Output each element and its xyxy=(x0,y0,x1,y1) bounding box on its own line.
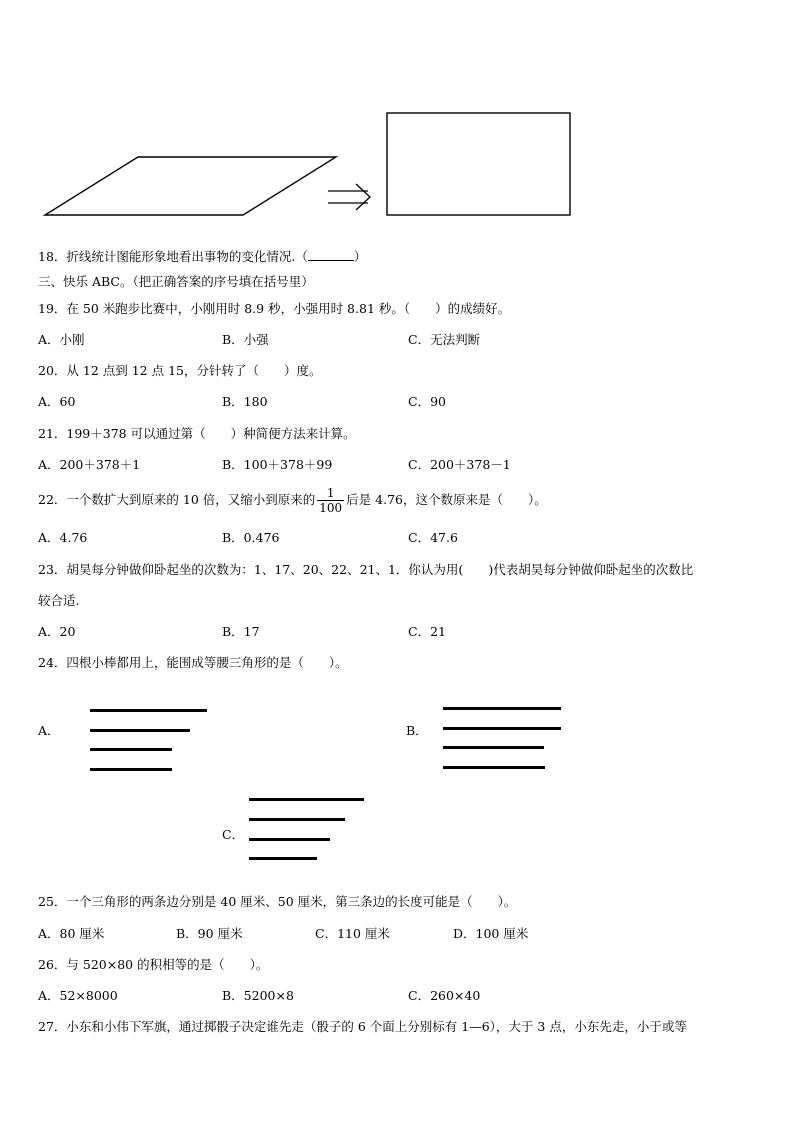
fraction-numerator: 1 xyxy=(326,486,335,500)
parallelogram-to-rectangle-figure xyxy=(0,0,794,230)
option-c[interactable]: C．21 xyxy=(408,624,446,639)
option-b[interactable]: B．90 厘米 xyxy=(176,926,243,941)
rectangle-shape xyxy=(387,113,570,215)
stick xyxy=(443,707,561,710)
option-b[interactable]: B．5200×8 xyxy=(222,988,294,1003)
option-a[interactable]: A．52×8000 xyxy=(38,988,118,1003)
option-c[interactable]: C．47.6 xyxy=(408,530,458,545)
question-22 xyxy=(38,483,547,517)
stick xyxy=(443,766,545,769)
option-c[interactable]: C．260×40 xyxy=(408,988,481,1003)
fraction-denominator: 100 xyxy=(319,501,343,515)
option-a-label[interactable]: A． xyxy=(38,723,60,738)
stick xyxy=(443,746,544,749)
parallelogram-shape xyxy=(45,157,336,215)
question-22-text-after: 后是 4.76，这个数原来是（ ）。 xyxy=(346,492,547,507)
stick xyxy=(249,838,330,841)
stick xyxy=(90,709,207,712)
fraction-one-hundredth xyxy=(317,486,344,515)
option-a[interactable]: A．80 厘米 xyxy=(38,926,105,941)
question-24: 24．四根小棒都用上，能围成等腰三角形的是（ ）。 xyxy=(38,655,348,670)
question-18-end: ） xyxy=(353,249,367,264)
option-b[interactable]: B．17 xyxy=(222,624,260,639)
question-21: 21．199＋378 可以通过第（ ）种简便方法来计算。 xyxy=(38,426,356,441)
option-a[interactable]: A．小刚 xyxy=(38,332,85,347)
question-26: 26．与 520×80 的积相等的是（ ）。 xyxy=(38,957,269,972)
answer-blank[interactable] xyxy=(308,248,354,261)
stick xyxy=(249,798,364,801)
question-23-line-2: 较合适. xyxy=(38,593,80,608)
question-18 xyxy=(38,248,366,266)
stick xyxy=(249,857,317,860)
double-arrow-icon xyxy=(328,184,370,210)
option-a[interactable]: A．200＋378＋1 xyxy=(38,457,141,472)
option-a[interactable]: A．20 xyxy=(38,624,76,639)
option-c[interactable]: C．200＋378－1 xyxy=(408,457,511,472)
option-b[interactable]: B．小强 xyxy=(222,332,269,347)
stick xyxy=(249,818,345,821)
stick xyxy=(90,729,190,732)
option-b[interactable]: B．100＋378＋99 xyxy=(222,457,333,472)
option-c[interactable]: C．无法判断 xyxy=(408,332,481,347)
option-c[interactable]: C．110 厘米 xyxy=(315,926,390,941)
question-18-text: 折线统计图能形象地看出事物的变化情况.（ xyxy=(66,249,308,264)
stick xyxy=(90,768,172,771)
option-d[interactable]: D．100 厘米 xyxy=(453,926,529,941)
question-27: 27．小东和小伟下军旗，通过掷骰子决定谁先走（骰子的 6 个面上分别标有 1—6），大于 3 点，小东先走，小于或等 xyxy=(38,1019,687,1034)
question-23-line-1: 23．胡昊每分钟做仰卧起坐的次数为：1、17、20、22、21、1．你认为用( )代表胡昊每分钟做仰卧起坐的次数比 xyxy=(38,562,694,577)
option-c-label[interactable]: C． xyxy=(222,827,245,842)
option-c[interactable]: C．90 xyxy=(408,394,446,409)
stick xyxy=(90,748,172,751)
section-3-heading: 三、快乐 ABC。（把正确答案的序号填在括号里） xyxy=(38,274,314,289)
option-b-label[interactable]: B． xyxy=(406,723,428,738)
stick xyxy=(443,727,561,730)
option-a[interactable]: A．60 xyxy=(38,394,76,409)
option-b[interactable]: B．0.476 xyxy=(222,530,280,545)
question-18-number: 18． xyxy=(38,249,67,264)
question-20: 20．从 12 点到 12 点 15，分针转了（ ）度。 xyxy=(38,363,322,378)
question-22-text-before: 22．一个数扩大到原来的 10 倍，又缩小到原来的 xyxy=(38,492,316,507)
option-b[interactable]: B．180 xyxy=(222,394,268,409)
question-25: 25．一个三角形的两条边分别是 40 厘米、50 厘米，第三条边的长度可能是（ ）。 xyxy=(38,894,517,909)
option-a[interactable]: A．4.76 xyxy=(38,530,88,545)
question-19: 19．在 50 米跑步比赛中，小刚用时 8.9 秒，小强用时 8.81 秒。（ ）的成绩好。 xyxy=(38,301,511,316)
